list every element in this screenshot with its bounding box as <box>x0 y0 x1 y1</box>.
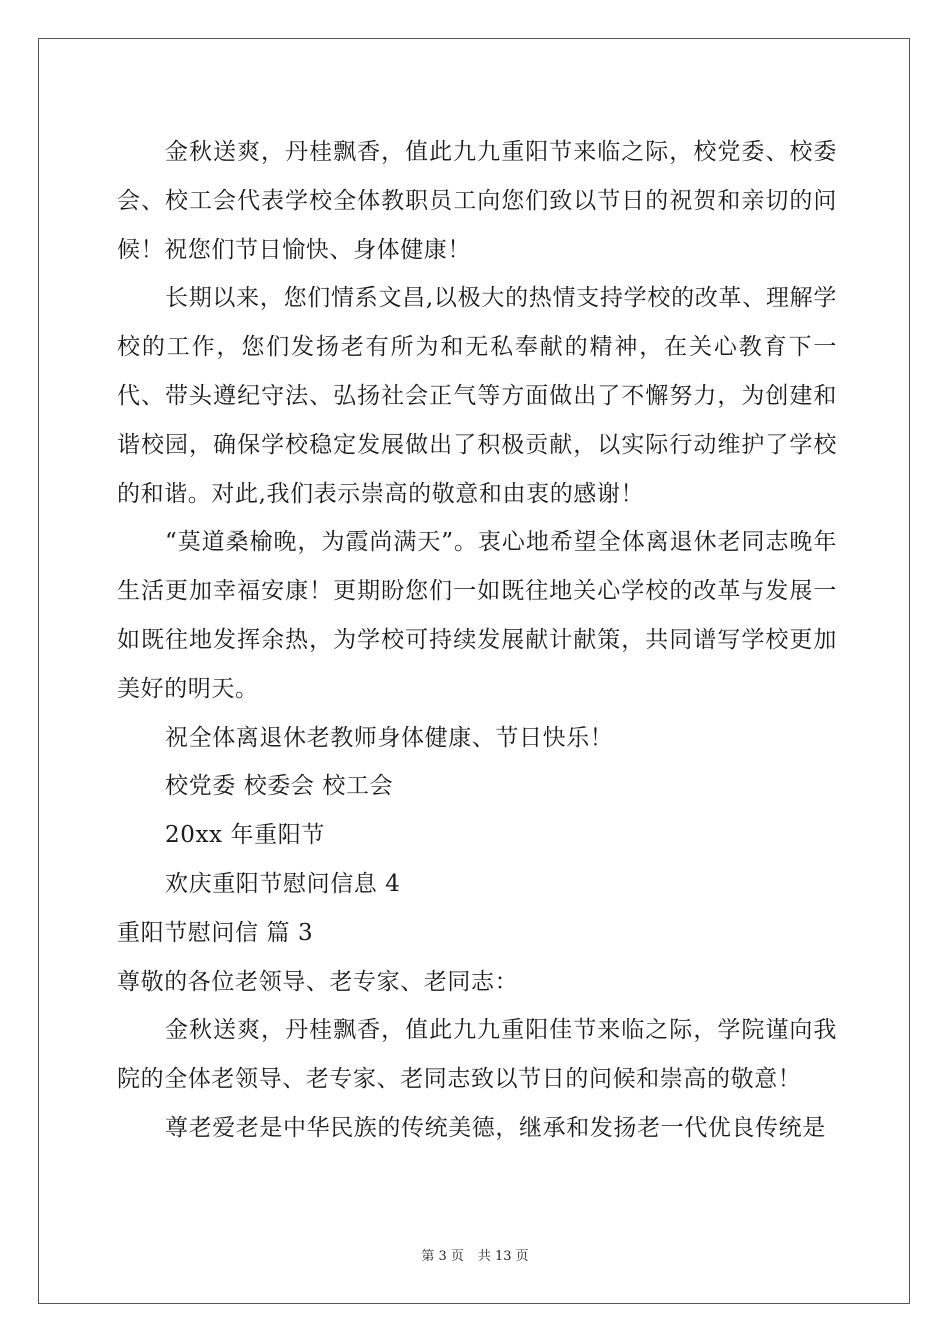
salutation: 尊敬的各位老领导、老专家、老同志： <box>117 968 519 995</box>
document-body <box>117 128 837 1153</box>
signature-organizations: 校党委 校委会 校工会 <box>165 773 394 800</box>
page-total: 共 13 页 <box>477 1249 529 1264</box>
paragraph-tradition: 尊老爱老是中华民族的传统美德，继承和发扬老一代优良传统是 <box>165 1114 826 1141</box>
paragraph-greeting-2: 金秋送爽，丹桂飘香，值此九九重阳佳节来临之际，学院谨向我院的全体老领导、老专家、老同志致以节日的问候和崇高的敬意！ <box>117 1017 837 1093</box>
section-note: 欢庆重阳节慰问信息 4 <box>165 870 401 897</box>
page-number: 第 3 页 <box>421 1249 464 1264</box>
section-title: 重阳节慰问信 篇 3 <box>117 919 314 946</box>
signature-date: 20xx 年重阳节 <box>165 822 325 849</box>
paragraph-contributions: 长期以来，您们情系文昌,以极大的热情支持学校的改革、理解学校的工作，您们发扬老有所为和无私奉献的精神，在关心教育下一代、带头遵纪守法、弘扬社会正气等方面做出了不懈努力，为创建和谐校园，确保学校稳定发展做出了积极贡献，以实际行动维护了学校的和谐。对此,我们表示崇高的敬意和由衷的感谢！ <box>117 285 837 507</box>
paragraph-wishes: “莫道桑榆晚，为霞尚满天”。衷心地希望全体离退休老同志晚年生活更加幸福安康！更期盼您们一如既往地关心学校的改革与发展一如既往地发挥余热，为学校可持续发展献计献策，共同谱写学校更加美好的明天。 <box>117 529 837 702</box>
paragraph-greeting: 金秋送爽，丹桂飘香，值此九九重阳节来临之际，校党委、校委会、校工会代表学校全体教职员工向您们致以节日的祝贺和亲切的问候！祝您们节日愉快、身体健康！ <box>117 139 837 263</box>
page-footer <box>0 1248 950 1266</box>
paragraph-blessing: 祝全体离退休老教师身体健康、节日快乐！ <box>165 724 614 751</box>
